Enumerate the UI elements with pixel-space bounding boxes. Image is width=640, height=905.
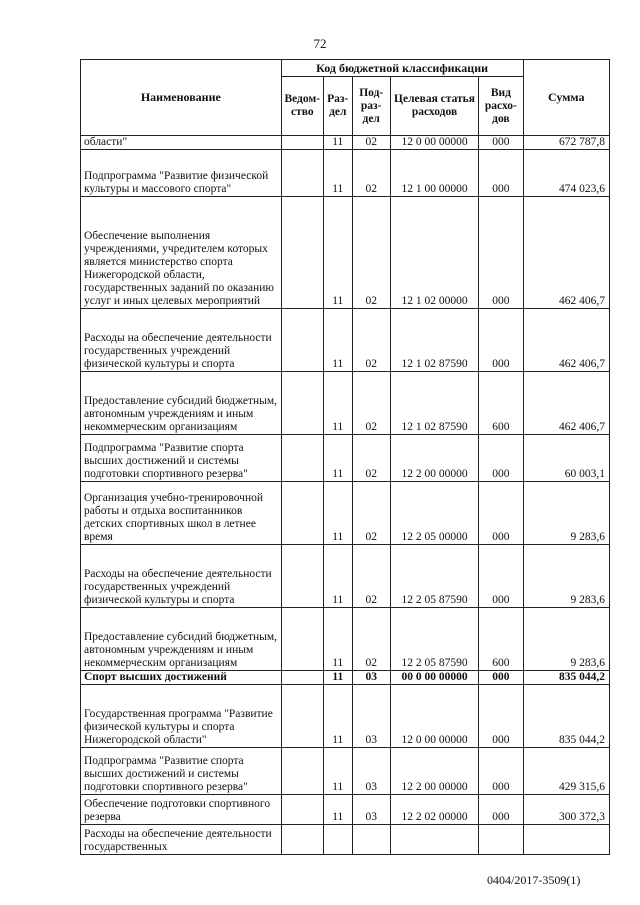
cell-name: Государственная программа "Развитие физической культуры и спорта Нижегородской области" — [81, 685, 282, 748]
document-code: 0404/2017-3509(1) — [487, 873, 581, 887]
cell-razd: 11 — [323, 197, 352, 309]
cell-name: Расходы на обеспечение деятельности государственных — [81, 825, 282, 855]
cell-podr: 02 — [352, 309, 390, 372]
cell-name: Подпрограмма "Развитие спорта высших достижений и системы подготовки спортивного резерва" — [81, 748, 282, 795]
cell-ved — [281, 150, 323, 197]
cell-cel: 12 1 02 87590 — [390, 372, 479, 435]
cell-sum: 835 044,2 — [523, 671, 609, 685]
cell-razd: 11 — [323, 685, 352, 748]
table-row — [81, 482, 610, 545]
table-row — [81, 748, 610, 795]
table-row — [81, 685, 610, 748]
cell-razd: 11 — [323, 309, 352, 372]
cell-cel: 12 2 05 87590 — [390, 545, 479, 608]
cell-name: Предоставление субсидий бюджетным, автономным учреждениям и иным некоммерческим организациям — [81, 608, 282, 671]
cell-podr: 02 — [352, 136, 390, 150]
cell-name: Расходы на обеспечение деятельности государственных учреждений физической культуры и спорта — [81, 309, 282, 372]
cell-name: области" — [81, 136, 282, 150]
cell-ved — [281, 685, 323, 748]
cell-name: Подпрограмма "Развитие спорта высших достижений и системы подготовки спортивного резерва" — [81, 435, 282, 482]
table-row — [81, 372, 610, 435]
cell-name: Подпрограмма "Развитие физической культуры и массового спорта" — [81, 150, 282, 197]
cell-vid: 000 — [479, 150, 523, 197]
header-podr: Под-раз-дел — [352, 77, 390, 136]
cell-ved — [281, 795, 323, 825]
cell-razd: 11 — [323, 372, 352, 435]
header-ved: Ведом-ство — [281, 77, 323, 136]
cell-podr: 02 — [352, 150, 390, 197]
table-row — [81, 435, 610, 482]
cell-vid: 000 — [479, 671, 523, 685]
cell-vid: 000 — [479, 795, 523, 825]
cell-vid: 000 — [479, 685, 523, 748]
cell-podr: 03 — [352, 795, 390, 825]
cell-sum: 60 003,1 — [523, 435, 609, 482]
cell-sum: 672 787,8 — [523, 136, 609, 150]
table-row — [81, 136, 610, 150]
cell-vid: 000 — [479, 197, 523, 309]
cell-sum: 429 315,6 — [523, 748, 609, 795]
header-vid: Вид расхо-дов — [479, 77, 523, 136]
cell-razd: 11 — [323, 671, 352, 685]
cell-cel: 12 2 02 00000 — [390, 795, 479, 825]
cell-vid — [479, 825, 523, 855]
cell-ved — [281, 482, 323, 545]
cell-ved — [281, 372, 323, 435]
cell-ved — [281, 748, 323, 795]
cell-ved — [281, 825, 323, 855]
cell-name: Обеспечение выполнения учреждениями, учредителем которых является министерство спорта Нижегородской области, государственных заданий по оказанию услуг и иных целевых мероприятий — [81, 197, 282, 309]
cell-podr: 02 — [352, 608, 390, 671]
cell-sum: 474 023,6 — [523, 150, 609, 197]
page-number: 72 — [313, 36, 327, 51]
cell-podr: 03 — [352, 671, 390, 685]
cell-vid: 000 — [479, 748, 523, 795]
header-classification-group: Код бюджетной классификации — [281, 60, 523, 77]
cell-sum: 9 283,6 — [523, 608, 609, 671]
cell-razd: 11 — [323, 435, 352, 482]
cell-cel: 12 2 05 87590 — [390, 608, 479, 671]
header-cel: Целевая статья расходов — [390, 77, 479, 136]
cell-ved — [281, 545, 323, 608]
cell-razd — [323, 825, 352, 855]
cell-razd: 11 — [323, 482, 352, 545]
table-body — [81, 136, 610, 855]
cell-sum: 300 372,3 — [523, 795, 609, 825]
cell-cel: 12 1 00 00000 — [390, 150, 479, 197]
cell-vid: 000 — [479, 136, 523, 150]
table-row — [81, 197, 610, 309]
cell-sum: 462 406,7 — [523, 372, 609, 435]
cell-vid: 000 — [479, 309, 523, 372]
cell-ved — [281, 608, 323, 671]
cell-podr — [352, 825, 390, 855]
cell-cel: 00 0 00 00000 — [390, 671, 479, 685]
cell-cel: 12 0 00 00000 — [390, 136, 479, 150]
cell-cel: 12 2 05 00000 — [390, 482, 479, 545]
table-row — [81, 608, 610, 671]
cell-vid: 000 — [479, 545, 523, 608]
table-row — [81, 671, 610, 685]
cell-cel: 12 2 00 00000 — [390, 435, 479, 482]
table-row — [81, 309, 610, 372]
cell-cel: 12 1 02 00000 — [390, 197, 479, 309]
cell-sum: 9 283,6 — [523, 545, 609, 608]
header-name: Наименование — [81, 60, 282, 136]
cell-sum: 462 406,7 — [523, 197, 609, 309]
cell-podr: 03 — [352, 685, 390, 748]
cell-ved — [281, 435, 323, 482]
table-row — [81, 795, 610, 825]
cell-vid: 000 — [479, 482, 523, 545]
cell-cel: 12 2 00 00000 — [390, 748, 479, 795]
header-sum: Сумма — [523, 60, 609, 136]
cell-razd: 11 — [323, 748, 352, 795]
cell-sum: 9 283,6 — [523, 482, 609, 545]
cell-ved — [281, 136, 323, 150]
cell-sum — [523, 825, 609, 855]
cell-ved — [281, 309, 323, 372]
cell-sum: 462 406,7 — [523, 309, 609, 372]
cell-name: Спорт высших достижений — [81, 671, 282, 685]
cell-name: Обеспечение подготовки спортивного резерва — [81, 795, 282, 825]
budget-table — [80, 59, 610, 855]
table-row — [81, 150, 610, 197]
cell-razd: 11 — [323, 136, 352, 150]
cell-podr: 02 — [352, 435, 390, 482]
table-row — [81, 545, 610, 608]
cell-podr: 02 — [352, 545, 390, 608]
cell-ved — [281, 671, 323, 685]
cell-name: Организация учебно-тренировочной работы и отдыха воспитанников детских спортивных школ в летнее время — [81, 482, 282, 545]
cell-podr: 02 — [352, 197, 390, 309]
cell-podr: 02 — [352, 372, 390, 435]
table-row — [81, 825, 610, 855]
cell-name: Расходы на обеспечение деятельности государственных учреждений физической культуры и спорта — [81, 545, 282, 608]
cell-razd: 11 — [323, 795, 352, 825]
cell-vid: 000 — [479, 435, 523, 482]
cell-cel: 12 0 00 00000 — [390, 685, 479, 748]
header-row-top — [81, 60, 610, 77]
cell-ved — [281, 197, 323, 309]
cell-vid: 600 — [479, 372, 523, 435]
cell-cel — [390, 825, 479, 855]
cell-podr: 03 — [352, 748, 390, 795]
cell-razd: 11 — [323, 608, 352, 671]
cell-sum: 835 044,2 — [523, 685, 609, 748]
cell-cel: 12 1 02 87590 — [390, 309, 479, 372]
cell-vid: 600 — [479, 608, 523, 671]
cell-razd: 11 — [323, 150, 352, 197]
cell-razd: 11 — [323, 545, 352, 608]
cell-podr: 02 — [352, 482, 390, 545]
header-razd: Раз-дел — [323, 77, 352, 136]
cell-name: Предоставление субсидий бюджетным, автономным учреждениям и иным некоммерческим организациям — [81, 372, 282, 435]
